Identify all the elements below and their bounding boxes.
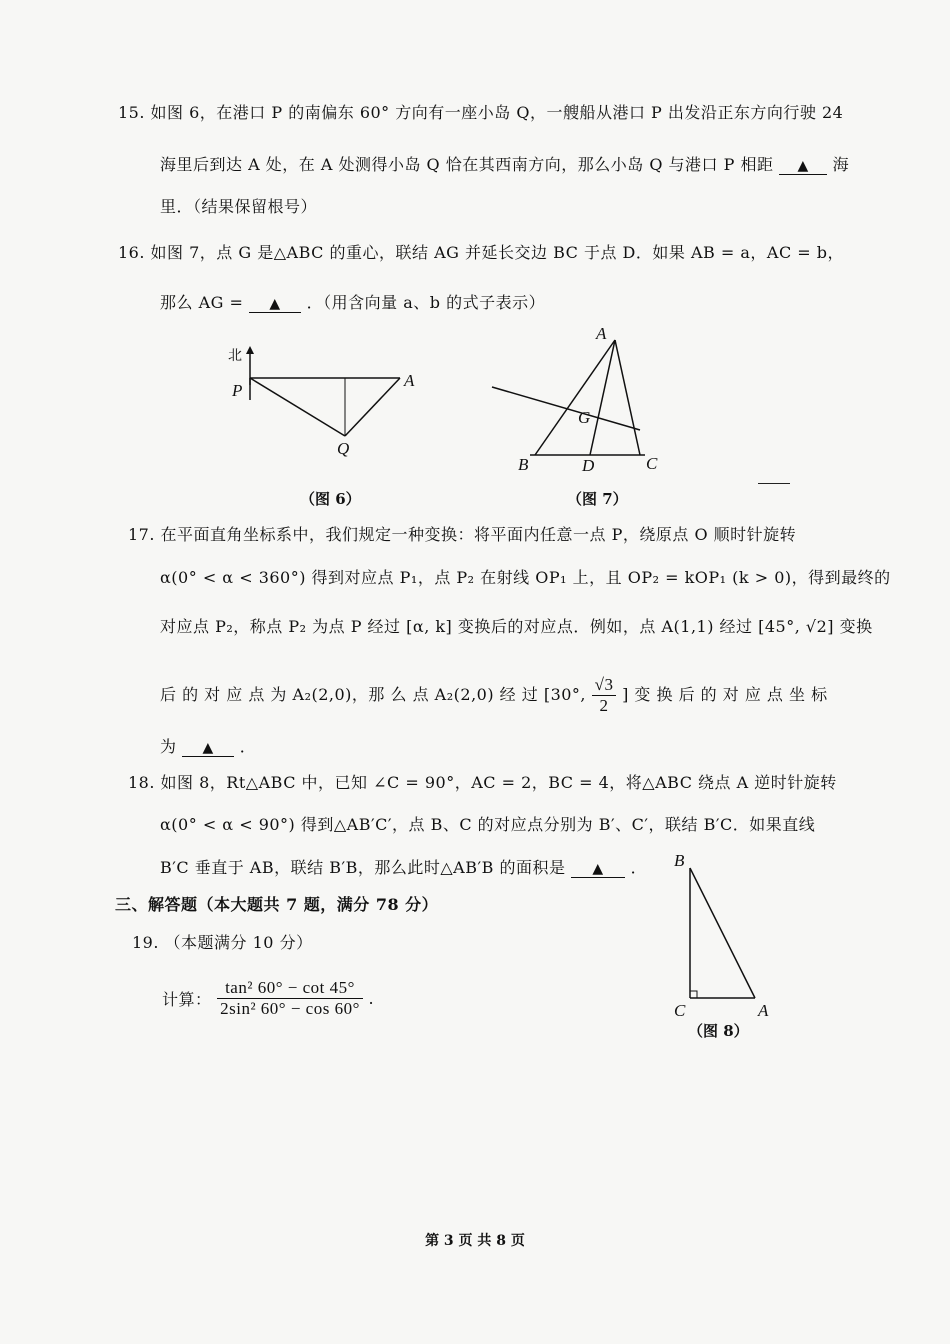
figure-7-caption: （图 7） [567,490,628,508]
segment-AQ [345,378,400,436]
q17-line-4 [160,675,828,716]
q18-answer-blank[interactable]: ▲ [571,861,625,878]
label-north: 北 [228,348,242,364]
label-D: D [582,456,595,475]
figure-6 [220,340,420,470]
label-A: A [758,1001,769,1020]
figure-6-caption: （图 6） [300,490,361,508]
q15-line-3: 里．（结果保留根号） [160,197,318,216]
q18-line-2: α(0° < α < 90°) 得到△AB′C′，点 B、C 的对应点分别为 B′、C′，联结 B′C．如果直线 [160,815,816,834]
segment-PQ [250,378,345,436]
q16-line-1: 16. 如图 7，点 G 是△ABC 的重心，联结 AG 并延长交边 BC 于点 D．如果 AB = a，AC = b， [118,243,845,262]
transversal-line [492,387,640,430]
label-A: A [404,371,415,390]
figure-7 [490,325,690,475]
q16-answer-blank[interactable]: ▲ [249,296,301,313]
q17-line-5 [160,734,256,757]
q19-label: 计算： [162,990,212,1009]
label-A: A [596,324,607,343]
q17-line-2: α(0° < α < 360°) 得到对应点 P₁，点 P₂ 在射线 OP₁ 上，且 OP₂ = kOP₁ (k > 0)，得到最终的 [160,568,891,587]
q19-numerator: tan² 60° − cot 45° [217,978,363,999]
q16-line-2-pre: 那么 AG = [160,293,244,312]
q19-tail: . [368,989,375,1008]
q17-line-3: 对应点 P₂，称点 P₂ 为点 P 经过 [α, k] 变换后的对应点．例如，点 A(1,1) 经过 [45°, √2] 变换 [160,617,873,636]
q18-line-3-post: ． [630,858,648,877]
label-B: B [674,851,685,870]
right-angle-mark [690,991,697,998]
label-Q: Q [337,439,350,458]
figure-8-caption: （图 8） [688,1022,749,1040]
page-footer: 第 3 页 共 8 页 [425,1233,525,1249]
q17-line-4-post: ] 变 换 后 的 对 应 点 坐 标 [622,685,828,704]
segment-AC [615,340,640,455]
fraction-numerator: √3 [592,675,617,696]
q17-line-1: 17. 在平面直角坐标系中，我们规定一种变换：将平面内任意一点 P，绕原点 O 顺时针旋转 [128,525,797,544]
q19-denominator: 2sin² 60° − cos 60° [220,999,360,1018]
q15-answer-blank[interactable]: ▲ [779,158,827,175]
q15-line-2-tail: 海 [832,155,850,174]
q17-line-5-pre: 为 [160,737,177,756]
q17-answer-blank[interactable]: ▲ [182,740,234,757]
figure-8 [660,848,780,1018]
section-3-heading: 三、解答题（本大题共 7 题，满分 78 分） [115,895,439,914]
north-arrow-icon [246,346,254,354]
q18-line-1: 18. 如图 8，Rt△ABC 中，已知 ∠C = 90°，AC = 2，BC = 4，将△ABC 绕点 A 逆时针旋转 [128,773,837,792]
q18-line-3 [160,855,647,878]
q17-line-5-post: ． [239,737,257,756]
q17-line-4-pre: 后 的 对 应 点 为 A₂(2,0)，那 么 点 A₂(2,0) 经 过 [30°, [160,685,587,704]
q19-fraction [217,978,363,1019]
q18-line-3-pre: B′C 垂直于 AB，联结 B′B，那么此时△AB′B 的面积是 [160,858,566,877]
q19-expression [162,978,374,1019]
label-C: C [674,1001,686,1020]
fraction-denominator: 2 [599,696,609,715]
segment-AB [690,868,755,998]
q16-line-2-post: ．（用含向量 a、b 的式子表示） [306,293,546,312]
stray-mark [758,483,790,484]
sqrt3-over-2-fraction [592,675,617,716]
label-P: P [232,381,243,400]
q15-line-2-text: 海里后到达 A 处，在 A 处测得小岛 Q 恰在其西南方向，那么小岛 Q 与港口 P 相距 [160,155,774,174]
q16-line-2 [160,290,545,313]
label-G: G [578,408,591,427]
label-C: C [646,454,658,473]
label-B: B [518,455,529,474]
q19-heading: 19. （本题满分 10 分） [132,933,313,952]
q15-line-1: 15. 如图 6，在港口 P 的南偏东 60° 方向有一座小岛 Q，一艘船从港口 P 出发沿正东方向行驶 24 [118,103,844,122]
q15-line-2 [160,152,849,175]
